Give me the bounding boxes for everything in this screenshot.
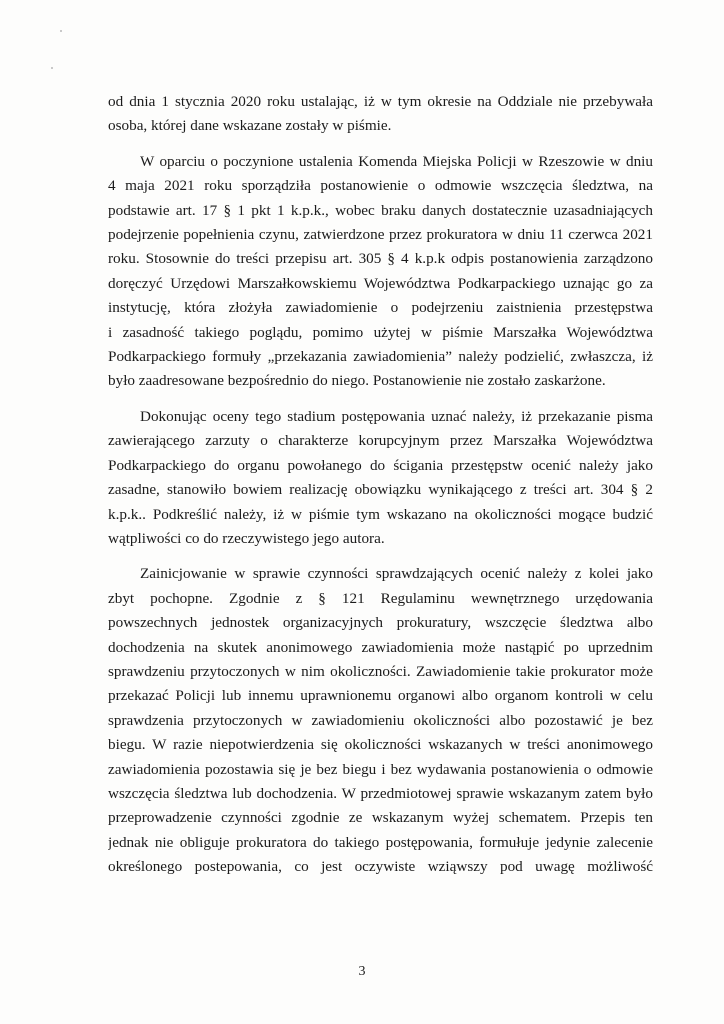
text-line: powszechnych jednostek organizacyjnych prokuratury, wszczęcie śledztwa albo: [108, 614, 653, 632]
text-line: sprawdzeniu przytoczonych w nim okoliczności. Zawiadomienie takie prokurator może: [108, 662, 653, 680]
paragraph: [108, 150, 653, 394]
text-line: roku. Stosownie do treści przepisu art. 305 § 4 k.p.k odpis postanowienia zarządzono: [108, 250, 653, 268]
scan-speck: [60, 30, 62, 32]
text-line: jednak nie obliguje prokuratora do takiego postępowania, formułuje jedynie zalecenie: [108, 833, 653, 851]
paragraph: [108, 90, 653, 139]
text-line: biegu. W razie niepotwierdzenia się okoliczności wskazanych w treści anonimowego: [108, 736, 653, 754]
text-line: 4 maja 2021 roku sporządziła postanowienie o odmowie wszczęcia śledztwa, na: [108, 177, 653, 195]
text-line: i zasadność takiego poglądu, pomimo użytej w piśmie Marszałka Województwa: [108, 323, 653, 341]
paragraph: [108, 562, 653, 879]
text-line: przekazać Policji lub innemu uprawnionemu organowi albo organom kontroli w celu: [108, 687, 653, 705]
text-line: zbyt pochopne. Zgodnie z § 121 Regulaminu wewnętrznego urzędowania: [108, 589, 653, 607]
text-line: W oparciu o poczynione ustalenia Komenda Miejska Policji w Rzeszowie w dniu: [140, 152, 653, 170]
text-line: przeprowadzenie czynności zgodnie ze wskazanym wyżej schematem. Przepis ten: [108, 809, 653, 827]
scan-speck: [51, 67, 53, 69]
text-line: Zainicjowanie w sprawie czynności sprawdzających ocenić należy z kolei jako: [140, 565, 653, 583]
text-line: sprawdzenia przytoczonych w zawiadomieniu okoliczności albo pozostawić je bez: [108, 711, 653, 729]
text-line: wszczęcia śledztwa lub dochodzenia. W przedmiotowej sprawie wskazanym zatem było: [108, 784, 653, 802]
text-line: instytucję, która złożyła zawiadomienie o podejrzeniu zaistnienia przestępstwa: [108, 299, 653, 317]
text-line: doręczyć Urzędowi Marszałkowskiemu Województwa Podkarpackiego uznając go za: [108, 274, 653, 292]
text-line: k.p.k.. Podkreślić należy, iż w piśmie tym wskazano na okoliczności mogące budzić: [108, 505, 653, 523]
text-line: zasadne, stanowiło bowiem realizację obowiązku wynikającego z treści art. 304 § 2: [108, 481, 653, 499]
text-line: zawiadomienia pozostawia się je bez biegu i bez wydawania postanowienia o odmowie: [108, 760, 653, 778]
text-line: Podkarpackiego formuły „przekazania zawiadomienia” należy podzielić, zwłaszcza, iż: [108, 348, 653, 366]
page-number: 3: [358, 964, 366, 979]
text-line: wątpliwości co do rzeczywistego jego autora.: [108, 529, 385, 547]
text-line: było zaadresowane bezpośrednio do niego. Postanowienie nie zostało zaskarżone.: [108, 372, 606, 390]
text-line: Dokonując oceny tego stadium postępowania uznać należy, iż przekazanie pisma: [140, 407, 653, 425]
text-line: zawierającego zarzuty o charakterze korupcyjnym przez Marszałka Województwa: [108, 432, 653, 450]
text-line: podejrzenie popełnienia czynu, zatwierdzone przez prokuratora w dniu 11 czerwca 2021: [108, 226, 653, 244]
text-line: osoba, której dane wskazane zostały w piśmie.: [108, 117, 392, 135]
text-line: dochodzenia na skutek anonimowego zawiadomienia może nastąpić po uprzednim: [108, 638, 653, 656]
text-line: Podkarpackiego do organu powołanego do ścigania przestępstw ocenić należy jako: [108, 456, 653, 474]
text-line: podstawie art. 17 § 1 pkt 1 k.p.k., wobec braku danych dostatecznie uzasadniających: [108, 201, 653, 219]
paragraph: [108, 405, 653, 551]
document-body: [108, 90, 653, 880]
text-line: od dnia 1 stycznia 2020 roku ustalając, iż w tym okresie na Oddziale nie przebywała: [108, 93, 653, 110]
text-line: określonego postepowania, co jest oczywiste wziąwszy pod uwagę możliwość: [108, 858, 653, 876]
